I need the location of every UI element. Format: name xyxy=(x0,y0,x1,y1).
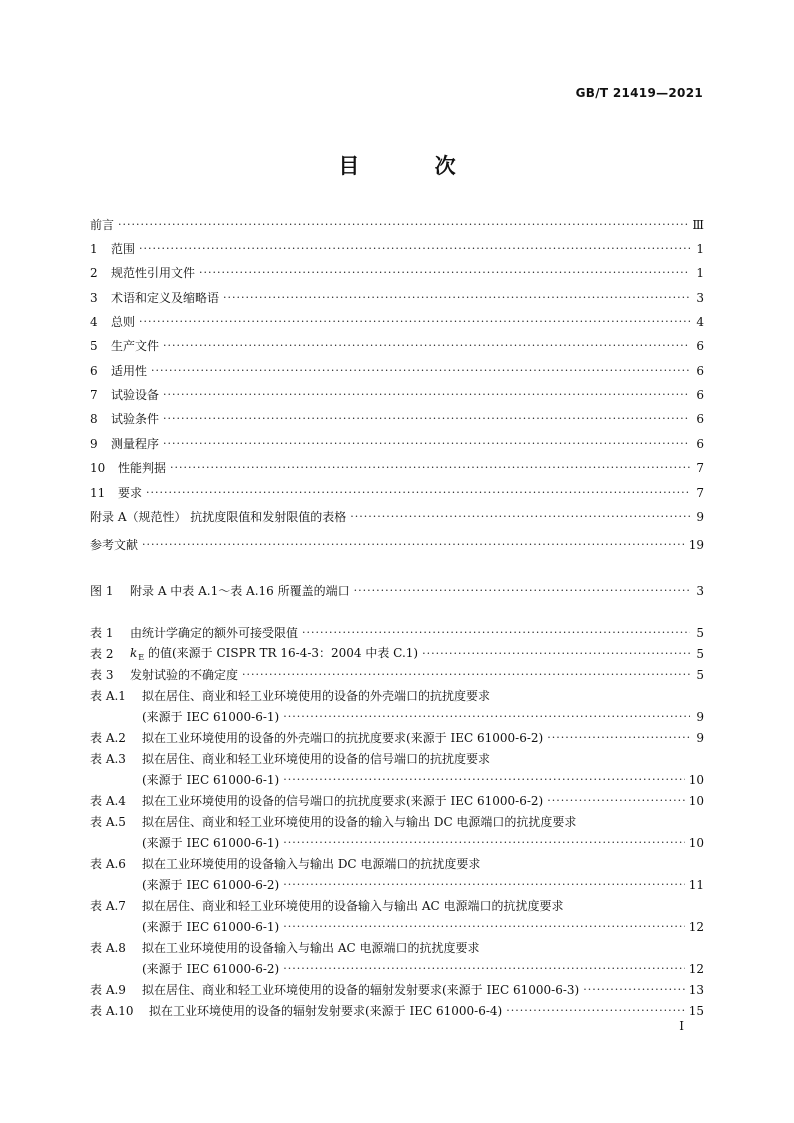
toc-entry-number: 表 3 xyxy=(90,668,114,682)
toc-entry-table-a5[interactable] xyxy=(90,813,704,831)
toc-entry-number: 6 xyxy=(90,364,98,378)
toc-entry-chapter-11[interactable] xyxy=(90,484,704,502)
leader-dots xyxy=(354,582,690,600)
leader-dots xyxy=(146,484,690,502)
toc-entry-label: 生产文件 xyxy=(111,339,160,353)
toc-entry-label: 拟在工业环境使用的设备的信号端口的抗扰度要求(来源于 IEC 61000-6-2) xyxy=(142,794,544,808)
toc-page-number: 9 xyxy=(696,731,704,745)
leader-dots xyxy=(283,918,684,936)
toc-entry-number: 5 xyxy=(90,339,98,353)
toc-page-number: 6 xyxy=(696,412,704,426)
toc-entry-label: 要求 xyxy=(118,486,143,500)
toc-page-number: 7 xyxy=(696,486,704,500)
toc-entry-number: 表 A.8 xyxy=(90,941,126,955)
leader-dots xyxy=(283,876,684,894)
toc-entry-table-a3[interactable] xyxy=(90,750,704,768)
toc-entry-table-a1[interactable] xyxy=(90,687,704,705)
ke-symbol: k xyxy=(130,646,138,660)
toc-page-number: 15 xyxy=(688,1004,704,1018)
toc-entry-figure-1[interactable] xyxy=(90,582,704,600)
toc-page-number: 10 xyxy=(688,773,704,787)
standard-code: GB/T 21419—2021 xyxy=(575,86,703,100)
toc-entry-number: 9 xyxy=(90,437,98,451)
toc-entry-label: 附录 A 中表 A.1～表 A.16 所覆盖的端口 xyxy=(130,584,350,598)
toc-page-number: 19 xyxy=(688,538,704,552)
toc-entry-table-a7[interactable] xyxy=(90,897,704,915)
toc-entry-number: 表 1 xyxy=(90,626,114,640)
toc-page-number: 6 xyxy=(696,388,704,402)
toc-entry-table-a8-cont[interactable] xyxy=(90,960,704,978)
toc-entry-chapter-3[interactable] xyxy=(90,289,704,307)
toc-entry-label-continued: (来源于 IEC 61000-6-2) xyxy=(142,962,280,976)
toc-page-number: 7 xyxy=(696,461,704,475)
toc-entry-preface[interactable] xyxy=(90,216,704,234)
toc-entry-label: 范围 xyxy=(111,242,136,256)
toc-entry-label-text: 的值(来源于 CISPR TR 16-4-3：2004 中表 C.1) xyxy=(147,646,419,660)
toc-entry-chapter-6[interactable] xyxy=(90,362,704,380)
toc-page-number: 12 xyxy=(688,962,704,976)
leader-dots xyxy=(283,708,690,726)
toc-page-number: 4 xyxy=(696,315,704,329)
toc-entry-bibliography[interactable] xyxy=(90,536,704,554)
leader-dots xyxy=(283,834,684,852)
toc-entry-chapter-7[interactable] xyxy=(90,386,704,404)
toc-entry-chapter-8[interactable] xyxy=(90,410,704,428)
toc-entry-label: 规范性引用文件 xyxy=(111,266,196,280)
toc-entry-number: 表 A.10 xyxy=(90,1004,134,1018)
toc-entry-table-1[interactable] xyxy=(90,624,704,642)
toc-entry-label: 拟在工业环境使用的设备输入与输出 DC 电源端口的抗扰度要求 xyxy=(142,857,481,871)
toc-entry-label: 参考文献 xyxy=(90,538,139,552)
toc-entry-chapter-10[interactable] xyxy=(90,459,704,477)
toc-page-number: 9 xyxy=(696,710,704,724)
leader-dots xyxy=(283,771,684,789)
toc-entry-number: 表 A.2 xyxy=(90,731,126,745)
leader-dots xyxy=(422,645,690,663)
toc-entry-number: 10 xyxy=(90,461,106,475)
toc-page-number: 13 xyxy=(688,983,704,997)
toc-entry-table-a3-cont[interactable] xyxy=(90,771,704,789)
leader-dots xyxy=(302,624,690,642)
toc-entry-label: 发射试验的不确定度 xyxy=(130,668,239,682)
toc-entry-table-a2[interactable] xyxy=(90,729,704,747)
toc-entry-label xyxy=(130,644,418,664)
toc-page-number: 12 xyxy=(688,920,704,934)
toc-entry-label: 拟在工业环境使用的设备输入与输出 AC 电源端口的抗扰度要求 xyxy=(142,941,480,955)
leader-dots xyxy=(139,240,690,258)
ke-subscript: E xyxy=(138,653,145,662)
leader-dots xyxy=(142,536,685,554)
toc-page-number: 9 xyxy=(696,510,704,524)
toc-entry-number: 7 xyxy=(90,388,98,402)
toc-entry-label: 拟在居住、商业和轻工业环境使用的设备的输入与输出 DC 电源端口的抗扰度要求 xyxy=(142,815,577,829)
toc-entry-number: 8 xyxy=(90,412,98,426)
toc-entry-label: 总则 xyxy=(111,315,136,329)
toc-entry-number: 2 xyxy=(90,266,98,280)
leader-dots xyxy=(151,362,690,380)
toc-entry-label: 拟在居住、商业和轻工业环境使用的设备输入与输出 AC 电源端口的抗扰度要求 xyxy=(142,899,564,913)
toc-entry-label: 性能判据 xyxy=(118,461,167,475)
toc-entry-label: 拟在居住、商业和轻工业环境使用的设备的外壳端口的抗扰度要求 xyxy=(142,689,491,703)
toc-page-number: 3 xyxy=(696,291,704,305)
toc-entry-label: 测量程序 xyxy=(111,437,160,451)
toc-entry-number: 3 xyxy=(90,291,98,305)
leader-dots xyxy=(350,508,690,526)
toc-entry-table-a6-cont[interactable] xyxy=(90,876,704,894)
toc-entry-annex-a[interactable] xyxy=(90,508,704,526)
toc-page-number: 10 xyxy=(688,794,704,808)
toc-entry-chapter-9[interactable] xyxy=(90,435,704,453)
toc-entry-label-continued: (来源于 IEC 61000-6-1) xyxy=(142,710,280,724)
toc-entry-chapter-4[interactable] xyxy=(90,313,704,331)
toc-entry-table-a5-cont[interactable] xyxy=(90,834,704,852)
leader-dots xyxy=(583,981,684,999)
toc-page-number: 10 xyxy=(688,836,704,850)
page-title: 目 次 xyxy=(338,154,490,178)
leader-dots xyxy=(199,264,690,282)
toc-entry-label: 拟在工业环境使用的设备的外壳端口的抗扰度要求(来源于 IEC 61000-6-2) xyxy=(142,731,544,745)
toc-entry-number: 表 A.9 xyxy=(90,983,126,997)
toc-entry-label-continued: (来源于 IEC 61000-6-1) xyxy=(142,773,280,787)
leader-dots xyxy=(118,216,688,234)
leader-dots xyxy=(283,960,684,978)
leader-dots xyxy=(170,459,690,477)
toc-entry-table-2[interactable] xyxy=(90,645,704,663)
toc-page-number: 5 xyxy=(696,626,704,640)
toc-entry-label-continued: (来源于 IEC 61000-6-1) xyxy=(142,836,280,850)
leader-dots xyxy=(223,289,690,307)
toc-entry-label: 拟在居住、商业和轻工业环境使用的设备的信号端口的抗扰度要求 xyxy=(142,752,491,766)
leader-dots xyxy=(163,435,690,453)
toc-entry-label: 由统计学确定的额外可接受限值 xyxy=(130,626,299,640)
toc-page-number: 3 xyxy=(696,584,704,598)
toc-entry-table-a4[interactable] xyxy=(90,792,704,810)
leader-dots xyxy=(163,410,690,428)
page-number: I xyxy=(679,1019,684,1033)
toc-page-number: 6 xyxy=(696,339,704,353)
toc-page-number: 5 xyxy=(696,647,704,661)
toc-page-number: Ⅲ xyxy=(692,218,704,232)
toc-entry-number: 表 A.1 xyxy=(90,689,126,703)
toc-entry-table-a6[interactable] xyxy=(90,855,704,873)
toc-page-number: 6 xyxy=(696,437,704,451)
toc-entry-table-a7-cont[interactable] xyxy=(90,918,704,936)
toc-entry-chapter-5[interactable] xyxy=(90,337,704,355)
toc-entry-chapter-2[interactable] xyxy=(90,264,704,282)
toc-entry-label: 拟在居住、商业和轻工业环境使用的设备的辐射发射要求(来源于 IEC 61000-6-3) xyxy=(142,983,580,997)
toc-entry-table-3[interactable] xyxy=(90,666,704,684)
leader-dots xyxy=(506,1002,684,1020)
toc-page-number: 1 xyxy=(696,242,704,256)
toc-entry-label-continued: (来源于 IEC 61000-6-2) xyxy=(142,878,280,892)
toc-entry-table-a1-cont[interactable] xyxy=(90,708,704,726)
toc-entry-label: 试验条件 xyxy=(111,412,160,426)
toc-entry-number: 11 xyxy=(90,486,106,500)
leader-dots xyxy=(547,729,690,747)
toc-entry-label: 附录 A（规范性） 抗扰度限值和发射限值的表格 xyxy=(90,510,347,524)
toc-entry-number: 图 1 xyxy=(90,584,114,598)
leader-dots xyxy=(139,313,690,331)
toc-entry-table-a9[interactable] xyxy=(90,981,704,999)
toc-entry-number: 表 A.5 xyxy=(90,815,126,829)
toc-entry-label: 拟在工业环境使用的设备的辐射发射要求(来源于 IEC 61000-6-4) xyxy=(149,1004,503,1018)
toc-entry-number: 表 A.7 xyxy=(90,899,126,913)
toc-entry-number: 表 2 xyxy=(90,647,114,661)
toc-entry-label: 适用性 xyxy=(111,364,148,378)
toc-entry-table-a8[interactable] xyxy=(90,939,704,957)
toc-page-number: 11 xyxy=(688,878,704,892)
toc-entry-chapter-1[interactable] xyxy=(90,240,704,258)
toc-page-number: 1 xyxy=(696,266,704,280)
toc-entry-number: 4 xyxy=(90,315,98,329)
toc-entry-number: 1 xyxy=(90,242,98,256)
leader-dots xyxy=(547,792,684,810)
leader-dots xyxy=(163,386,690,404)
toc-entry-number: 表 A.3 xyxy=(90,752,126,766)
toc-entry-number: 表 A.6 xyxy=(90,857,126,871)
toc-page-number: 5 xyxy=(696,668,704,682)
leader-dots xyxy=(242,666,690,684)
toc-entry-label-continued: (来源于 IEC 61000-6-1) xyxy=(142,920,280,934)
toc-entry-label: 术语和定义及缩略语 xyxy=(111,291,220,305)
toc-entry-table-a10[interactable] xyxy=(90,1002,704,1020)
leader-dots xyxy=(163,337,690,355)
toc-entry-label: 前言 xyxy=(90,218,115,232)
toc-entry-label: 试验设备 xyxy=(111,388,160,402)
toc-entry-number: 表 A.4 xyxy=(90,794,126,808)
toc-page-number: 6 xyxy=(696,364,704,378)
